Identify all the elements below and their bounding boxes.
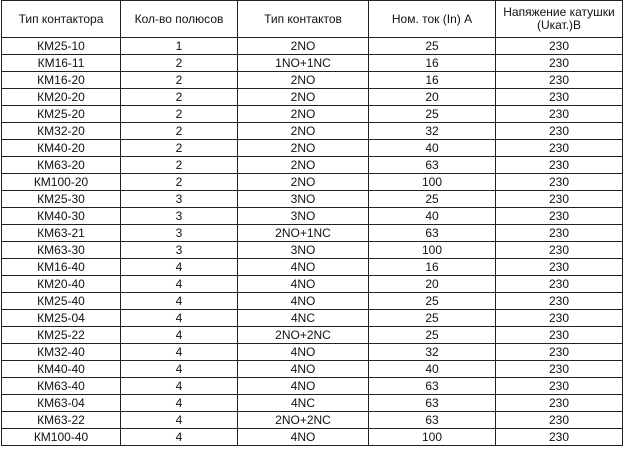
cell-coil-voltage: 230: [496, 72, 623, 89]
table-row: [2, 259, 623, 276]
cell-contact-type: 3NO: [238, 191, 369, 208]
header-rated-current: Ном. ток (In) A: [369, 1, 496, 38]
table-row: [2, 310, 623, 327]
cell-pole-count: 3: [121, 208, 238, 225]
cell-rated-current: 63: [369, 395, 496, 412]
cell-contactor-type: КМ25-22: [2, 327, 121, 344]
cell-contactor-type: КМ63-04: [2, 395, 121, 412]
header-row: [2, 1, 623, 38]
cell-pole-count: 2: [121, 55, 238, 72]
cell-rated-current: 40: [369, 140, 496, 157]
cell-contact-type: 2NO: [238, 89, 369, 106]
cell-contact-type: 4NO: [238, 259, 369, 276]
cell-pole-count: 2: [121, 106, 238, 123]
cell-contact-type: 1NO+1NC: [238, 55, 369, 72]
cell-contact-type: 4NO: [238, 429, 369, 446]
table-row: [2, 191, 623, 208]
cell-contact-type: 4NO: [238, 344, 369, 361]
cell-contactor-type: КМ25-04: [2, 310, 121, 327]
cell-contactor-type: КМ16-11: [2, 55, 121, 72]
cell-contact-type: 2NO: [238, 106, 369, 123]
cell-coil-voltage: 230: [496, 157, 623, 174]
cell-coil-voltage: 230: [496, 259, 623, 276]
cell-contact-type: 4NO: [238, 276, 369, 293]
cell-rated-current: 16: [369, 55, 496, 72]
cell-rated-current: 63: [369, 157, 496, 174]
cell-rated-current: 25: [369, 310, 496, 327]
cell-coil-voltage: 230: [496, 89, 623, 106]
cell-rated-current: 63: [369, 225, 496, 242]
cell-pole-count: 2: [121, 72, 238, 89]
cell-rated-current: 32: [369, 344, 496, 361]
cell-coil-voltage: 230: [496, 242, 623, 259]
header-contact-type: Тип контактов: [238, 1, 369, 38]
cell-contact-type: 3NO: [238, 208, 369, 225]
cell-contactor-type: КМ63-21: [2, 225, 121, 242]
cell-coil-voltage: 230: [496, 106, 623, 123]
cell-pole-count: 4: [121, 276, 238, 293]
table-row: [2, 208, 623, 225]
cell-coil-voltage: 230: [496, 361, 623, 378]
cell-pole-count: 4: [121, 361, 238, 378]
cell-coil-voltage: 230: [496, 344, 623, 361]
cell-contact-type: 2NO+2NC: [238, 327, 369, 344]
table-row: [2, 242, 623, 259]
table-body: [2, 38, 623, 446]
cell-contact-type: 2NO+2NC: [238, 412, 369, 429]
cell-rated-current: 25: [369, 38, 496, 55]
cell-pole-count: 4: [121, 327, 238, 344]
cell-pole-count: 2: [121, 140, 238, 157]
cell-pole-count: 4: [121, 412, 238, 429]
cell-contactor-type: КМ20-20: [2, 89, 121, 106]
table-row: [2, 123, 623, 140]
cell-contactor-type: КМ40-30: [2, 208, 121, 225]
cell-pole-count: 4: [121, 378, 238, 395]
table-row: [2, 429, 623, 446]
cell-pole-count: 4: [121, 259, 238, 276]
cell-coil-voltage: 230: [496, 378, 623, 395]
cell-pole-count: 4: [121, 344, 238, 361]
cell-contact-type: 2NO: [238, 38, 369, 55]
cell-contact-type: 2NO: [238, 72, 369, 89]
table-row: [2, 395, 623, 412]
cell-contactor-type: КМ16-40: [2, 259, 121, 276]
cell-contact-type: 3NO: [238, 242, 369, 259]
cell-coil-voltage: 230: [496, 140, 623, 157]
cell-pole-count: 3: [121, 242, 238, 259]
table-row: [2, 412, 623, 429]
cell-coil-voltage: 230: [496, 225, 623, 242]
cell-rated-current: 20: [369, 276, 496, 293]
cell-coil-voltage: 230: [496, 429, 623, 446]
cell-contact-type: 2NO: [238, 174, 369, 191]
cell-pole-count: 4: [121, 395, 238, 412]
cell-coil-voltage: 230: [496, 191, 623, 208]
cell-pole-count: 2: [121, 174, 238, 191]
cell-contact-type: 4NO: [238, 378, 369, 395]
table-row: [2, 157, 623, 174]
cell-rated-current: 63: [369, 412, 496, 429]
cell-contact-type: 4NO: [238, 361, 369, 378]
cell-rated-current: 100: [369, 174, 496, 191]
cell-pole-count: 1: [121, 38, 238, 55]
table-row: [2, 293, 623, 310]
cell-pole-count: 2: [121, 89, 238, 106]
cell-coil-voltage: 230: [496, 174, 623, 191]
cell-contactor-type: КМ63-22: [2, 412, 121, 429]
cell-pole-count: 3: [121, 191, 238, 208]
header-contactor-type: Тип контактора: [2, 1, 121, 38]
cell-pole-count: 4: [121, 293, 238, 310]
cell-coil-voltage: 230: [496, 395, 623, 412]
cell-coil-voltage: 230: [496, 276, 623, 293]
cell-contact-type: 4NO: [238, 293, 369, 310]
cell-pole-count: 2: [121, 123, 238, 140]
cell-contactor-type: КМ32-40: [2, 344, 121, 361]
cell-contactor-type: КМ25-10: [2, 38, 121, 55]
cell-rated-current: 32: [369, 123, 496, 140]
cell-contactor-type: КМ63-40: [2, 378, 121, 395]
table-row: [2, 378, 623, 395]
table-row: [2, 55, 623, 72]
cell-pole-count: 2: [121, 157, 238, 174]
cell-rated-current: 25: [369, 191, 496, 208]
cell-contact-type: 2NO: [238, 140, 369, 157]
cell-coil-voltage: 230: [496, 55, 623, 72]
cell-rated-current: 40: [369, 208, 496, 225]
cell-contactor-type: КМ20-40: [2, 276, 121, 293]
table-row: [2, 361, 623, 378]
cell-rated-current: 100: [369, 429, 496, 446]
cell-contactor-type: КМ40-20: [2, 140, 121, 157]
cell-pole-count: 3: [121, 225, 238, 242]
table-header: [2, 1, 623, 38]
cell-pole-count: 4: [121, 310, 238, 327]
cell-rated-current: 25: [369, 106, 496, 123]
cell-rated-current: 100: [369, 242, 496, 259]
cell-rated-current: 25: [369, 293, 496, 310]
cell-contact-type: 4NC: [238, 310, 369, 327]
cell-rated-current: 20: [369, 89, 496, 106]
table-row: [2, 89, 623, 106]
cell-contactor-type: КМ100-20: [2, 174, 121, 191]
cell-contactor-type: КМ25-30: [2, 191, 121, 208]
cell-contact-type: 2NO: [238, 123, 369, 140]
cell-coil-voltage: 230: [496, 327, 623, 344]
table-row: [2, 225, 623, 242]
cell-coil-voltage: 230: [496, 310, 623, 327]
table-row: [2, 38, 623, 55]
table-row: [2, 140, 623, 157]
cell-pole-count: 4: [121, 429, 238, 446]
cell-contactor-type: КМ100-40: [2, 429, 121, 446]
cell-rated-current: 40: [369, 361, 496, 378]
table-row: [2, 174, 623, 191]
table-row: [2, 276, 623, 293]
cell-rated-current: 63: [369, 378, 496, 395]
cell-contactor-type: КМ16-20: [2, 72, 121, 89]
cell-rated-current: 16: [369, 72, 496, 89]
cell-rated-current: 16: [369, 259, 496, 276]
cell-coil-voltage: 230: [496, 38, 623, 55]
cell-coil-voltage: 230: [496, 293, 623, 310]
cell-contactor-type: КМ40-40: [2, 361, 121, 378]
table-row: [2, 72, 623, 89]
cell-rated-current: 25: [369, 327, 496, 344]
header-pole-count: Кол-во полюсов: [121, 1, 238, 38]
table-row: [2, 327, 623, 344]
cell-contact-type: 2NO+1NC: [238, 225, 369, 242]
table-row: [2, 344, 623, 361]
header-coil-voltage: Напяжение катушки (Uкат.)B: [496, 1, 623, 38]
cell-contactor-type: КМ32-20: [2, 123, 121, 140]
cell-contactor-type: КМ25-20: [2, 106, 121, 123]
cell-contactor-type: КМ63-30: [2, 242, 121, 259]
cell-coil-voltage: 230: [496, 123, 623, 140]
cell-contactor-type: КМ25-40: [2, 293, 121, 310]
cell-contact-type: 4NC: [238, 395, 369, 412]
cell-coil-voltage: 230: [496, 208, 623, 225]
cell-contactor-type: КМ63-20: [2, 157, 121, 174]
cell-contact-type: 2NO: [238, 157, 369, 174]
cell-coil-voltage: 230: [496, 412, 623, 429]
table-row: [2, 106, 623, 123]
contactor-table: [1, 0, 623, 446]
